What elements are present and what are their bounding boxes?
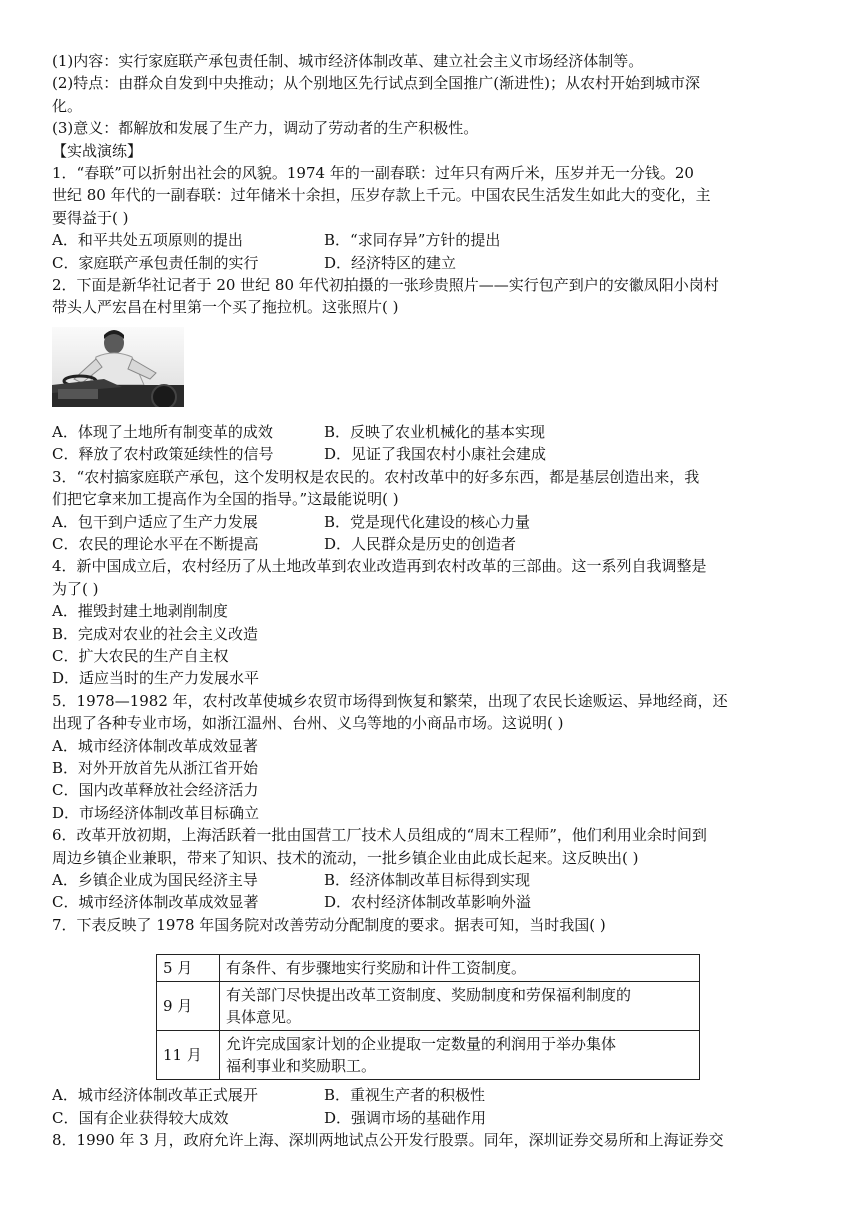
option-c: C．城市经济体制改革成效显著 xyxy=(52,893,259,912)
question-3 xyxy=(52,466,812,556)
option-a: A．包干到户适应了生产力发展 xyxy=(52,512,258,531)
question-text: 6．改革开放初期，上海活跃着一批由国营工厂技术人员组成的“周末工程师”，他们利用业余时间到 xyxy=(52,826,707,845)
question-2 xyxy=(52,274,812,466)
table-row xyxy=(157,982,700,1031)
question-text: 世纪 80 年代的一副春联：过年储米十余担，压岁存款上千元。中国农民生活发生如此大的变化，主 xyxy=(52,186,711,205)
month-cell: 9 月 xyxy=(157,982,220,1031)
option-b: B．“求同存异”方针的提出 xyxy=(324,231,501,250)
tractor-photo xyxy=(52,327,184,407)
question-6 xyxy=(52,824,812,914)
question-text: 出现了各种专业市场，如浙江温州、台州、义乌等地的小商品市场。这说明( ) xyxy=(52,714,564,733)
option-d: D．强调市场的基础作用 xyxy=(324,1108,487,1127)
options-row xyxy=(52,421,812,443)
option-d: D．农村经济体制改革影响外溢 xyxy=(324,893,532,912)
document-page xyxy=(52,50,812,1151)
option-d: D．市场经济体制改革目标确立 xyxy=(52,803,260,822)
content-text: 具体意见。 xyxy=(226,1008,302,1027)
options-row xyxy=(52,533,812,555)
question-text: 3．“农村搞家庭联产承包，这个发明权是农民的。农村改革中的好多东西，都是基层创造出来，我 xyxy=(52,467,700,486)
content-cell xyxy=(220,982,700,1031)
farmer-on-tractor-image xyxy=(52,327,184,407)
month-cell: 11 月 xyxy=(157,1031,220,1080)
question-text: 1．“春联”可以折射出社会的风貌。1974 年的一副春联：过年只有两斤米，压岁并无一分钱。20 xyxy=(52,164,694,183)
option-d: D．适应当时的生产力发展水平 xyxy=(52,669,260,688)
question-text: 周边乡镇企业兼职，带来了知识、技术的流动，一批乡镇企业由此成长起来。这反映出( ) xyxy=(52,848,639,867)
summary-features-line2: 化。 xyxy=(52,96,83,115)
option-c: C．扩大农民的生产自主权 xyxy=(52,646,229,665)
question-text: 要得益于( ) xyxy=(52,208,129,227)
question-text: 带头人严宏昌在村里第一个买了拖拉机。这张照片( ) xyxy=(52,298,399,317)
options-row xyxy=(52,511,812,533)
option-c: C．国有企业获得较大成效 xyxy=(52,1108,229,1127)
question-1 xyxy=(52,162,812,274)
question-text: 们把它拿来加工提高作为全国的指导。”这最能说明( ) xyxy=(52,490,399,509)
content-text: 福利事业和奖励职工。 xyxy=(226,1057,377,1076)
option-b: B．完成对农业的社会主义改造 xyxy=(52,624,259,643)
option-b: B．对外开放首先从浙江省开始 xyxy=(52,758,259,777)
option-d: D．见证了我国农村小康社会建成 xyxy=(324,445,547,464)
table-row xyxy=(157,955,700,982)
month-cell: 5 月 xyxy=(157,955,220,982)
content-text: 允许完成国家计划的企业提取一定数量的利润用于举办集体 xyxy=(226,1035,617,1054)
options-row xyxy=(52,1084,812,1106)
summary-content: (1)内容：实行家庭联产承包责任制、城市经济体制改革、建立社会主义市场经济体制等。 xyxy=(52,52,644,70)
option-a: A．体现了土地所有制变革的成效 xyxy=(52,422,273,441)
option-a: A．城市经济体制改革成效显著 xyxy=(52,736,258,755)
option-d: D．经济特区的建立 xyxy=(324,253,457,272)
option-a: A．和平共处五项原则的提出 xyxy=(52,231,243,250)
options-row xyxy=(52,252,812,274)
question-text: 为了( ) xyxy=(52,579,99,598)
options-row xyxy=(52,1107,812,1129)
option-a: A．摧毁封建土地剥削制度 xyxy=(52,602,228,621)
option-b: B．重视生产者的积极性 xyxy=(324,1086,486,1105)
question-text: 2．下面是新华社记者于 20 世纪 80 年代初拍摄的一张珍贵照片——实行包产到户的安徽凤阳小岗村 xyxy=(52,276,719,295)
question-text: 4．新中国成立后，农村经历了从土地改革到农业改造再到农村改革的三部曲。这一系列自我调整是 xyxy=(52,557,707,576)
option-a: A．乡镇企业成为国民经济主导 xyxy=(52,871,258,889)
option-c: C．农民的理论水平在不断提高 xyxy=(52,534,259,553)
question-5 xyxy=(52,690,812,824)
table-row xyxy=(157,1031,700,1080)
question-text: 7．下表反映了 1978 年国务院对改善劳动分配制度的要求。据表可知，当时我国( ) xyxy=(52,915,606,934)
question-text: 8．1990 年 3 月，政府允许上海、深圳两地试点公开发行股票。同年，深圳证券交易所和上海证券交 xyxy=(52,1131,724,1150)
options-row xyxy=(52,869,812,891)
question-4 xyxy=(52,555,812,689)
option-a: A．城市经济体制改革正式展开 xyxy=(52,1086,258,1105)
policy-table xyxy=(156,954,700,1080)
options-row xyxy=(52,229,812,251)
option-d: D．人民群众是历史的创造者 xyxy=(324,534,517,553)
option-b: B．反映了农业机械化的基本实现 xyxy=(324,422,546,441)
summary-features-line1: (2)特点：由群众自发到中央推动；从个别地区先行试点到全国推广(渐进性)；从农村开始到城市深 xyxy=(52,74,700,93)
options-row xyxy=(52,443,812,465)
options-row xyxy=(52,891,812,913)
question-7 xyxy=(52,914,812,1129)
question-8 xyxy=(52,1129,812,1151)
option-c: C．国内改革释放社会经济活力 xyxy=(52,781,259,800)
summary-significance: (3)意义：都解放和发展了生产力，调动了劳动者的生产积极性。 xyxy=(52,119,479,138)
option-c: C．释放了农村政策延续性的信号 xyxy=(52,445,274,464)
section-title: 【实战演练】 xyxy=(52,141,143,160)
option-c: C．家庭联产承包责任制的实行 xyxy=(52,253,259,272)
content-text: 有关部门尽快提出改革工资制度、奖励制度和劳保福利制度的 xyxy=(226,986,632,1005)
content-text: 有条件、有步骤地实行奖励和计件工资制度。 xyxy=(226,959,527,978)
content-cell xyxy=(220,1031,700,1080)
option-b: B．党是现代化建设的核心力量 xyxy=(324,512,531,531)
question-text: 5．1978—1982 年，农村改革使城乡农贸市场得到恢复和繁荣，出现了农民长途贩运、异地经商，还 xyxy=(52,691,728,710)
content-cell xyxy=(220,955,700,982)
option-b: B．经济体制改革目标得到实现 xyxy=(324,871,531,889)
